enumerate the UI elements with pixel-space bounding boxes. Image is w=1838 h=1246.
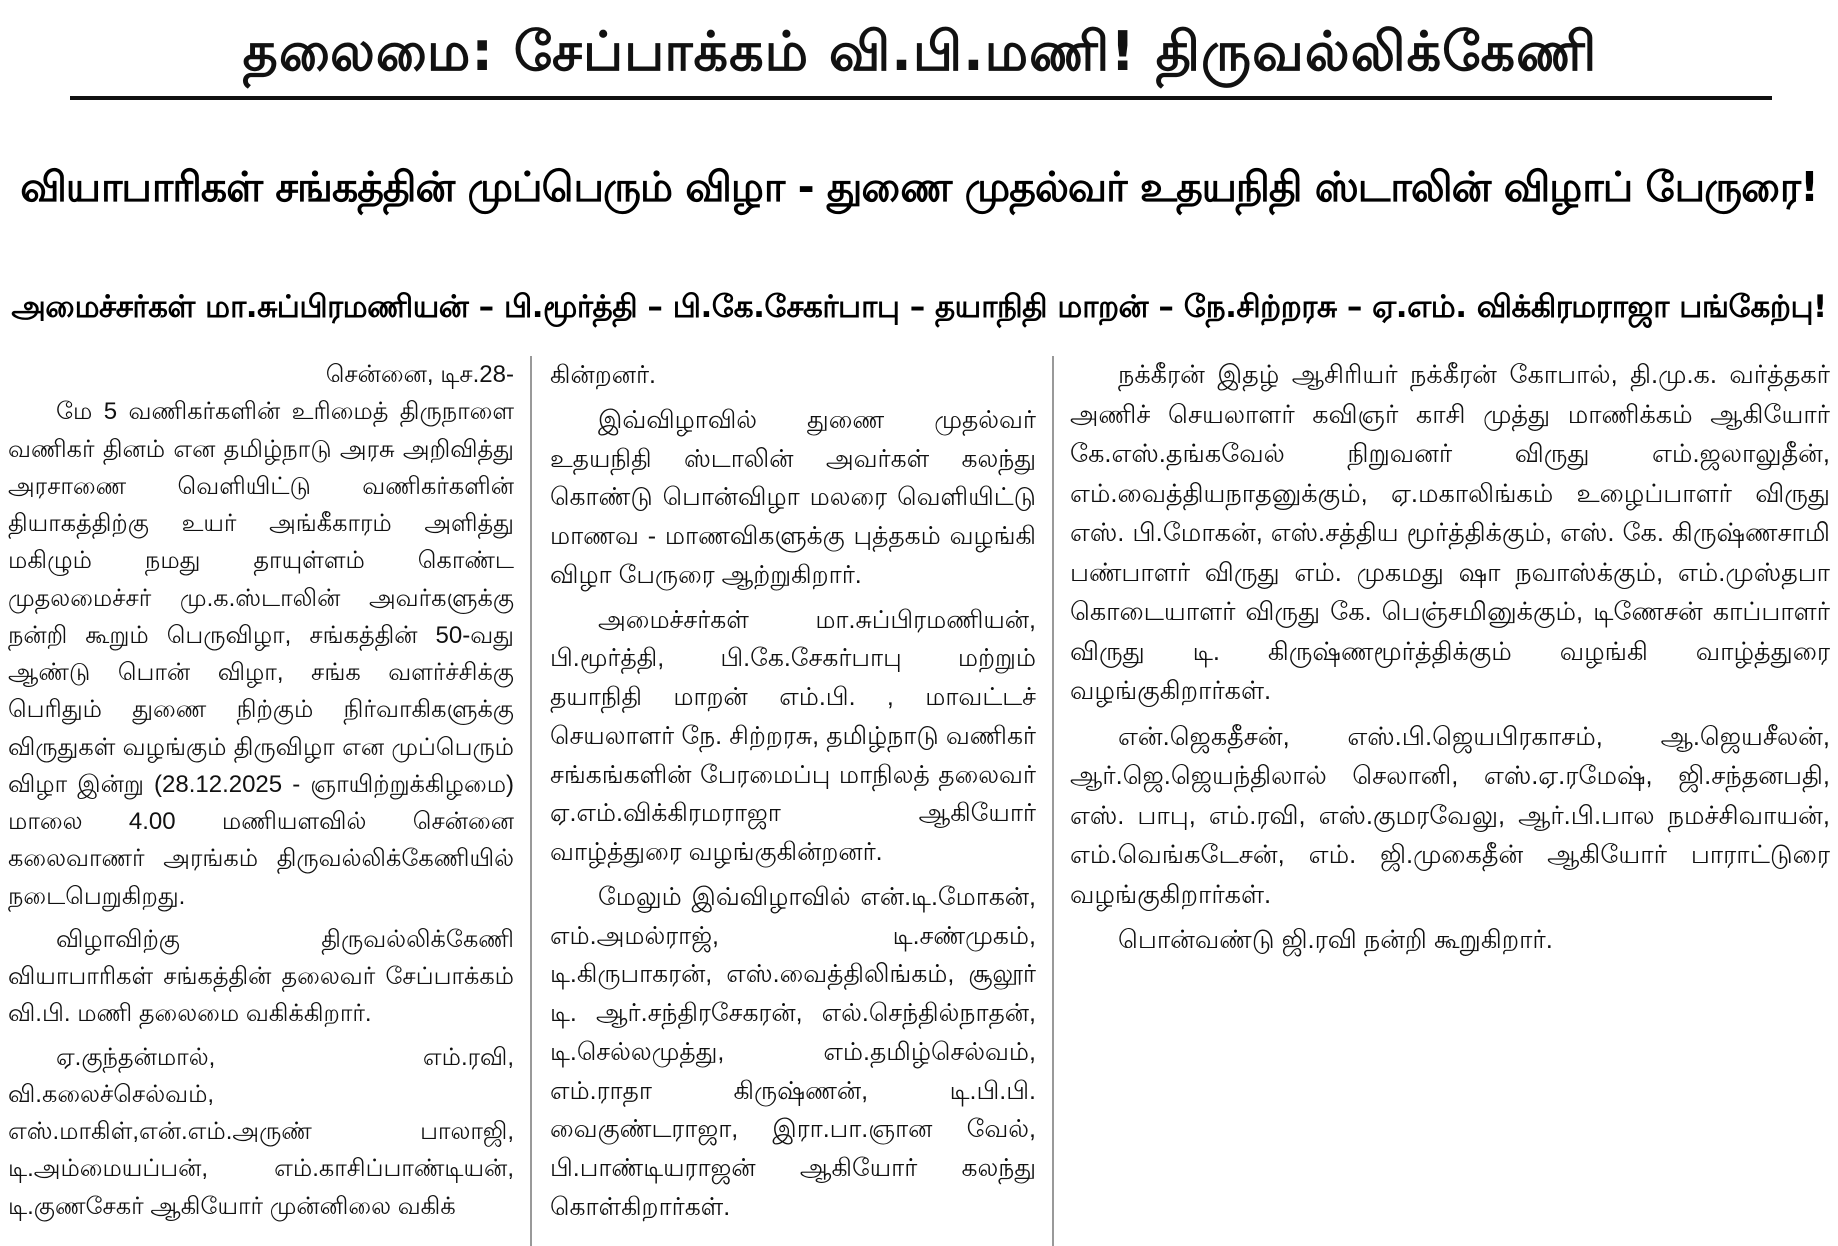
column-divider-1 <box>530 356 532 1246</box>
article-column-1 <box>8 356 514 1231</box>
paragraph: ஏ.குந்தன்மால், எம்.ரவி, வி.கலைச்செல்வம், எஸ்.மாகிள்,என்.எம்.அருண் பாலாஜி, டி.அம்மையப்பன், எம்.காசிப்பாண்டியன், டி.குணசேகர் ஆகியோர் முன்னிலை வகிக் <box>8 1043 514 1220</box>
paragraph: விழாவிற்கு திருவல்லிக்கேணி வியாபாரிகள் சங்கத்தின் தலைவர் சேப்பாக்கம் வி.பி. மணி தலைமை வகிக்கிறார். <box>8 925 514 1028</box>
paragraph: நக்கீரன் இதழ் ஆசிரியர் நக்கீரன் கோபால், தி.மு.க. வர்த்தகர் அணிச் செயலாளர் கவிஞர் காசி முத்து மாணிக்கம் ஆகியோர் கே.எஸ்.தங்கவேல் நிறுவனர் விருது எம்.ஜலாலுதீன், எம்.வைத்தியநாதனுக்கும், ஏ.மகாலிங்கம் உழைப்பாளர் விருது எஸ். பி.மோகன், எஸ்.சத்திய மூர்த்திக்கும், எஸ். கே. கிருஷ்ணசாமி பண்பாளர் விருது எம். முகமது ஷா நவாஸ்க்கும், எம்.முஸ்தபா கொடையாளர் விருது கே. பெஞ்சமினுக்கும், டிணேசன் காப்பாளர் விருது டி. கிருஷ்ணமூர்த்திக்கும் வழங்கி வாழ்த்துரை வழங்குகிறார்கள். <box>1070 361 1830 705</box>
paragraph: மே 5 வணிகர்களின் உரிமைத் திருநாளை வணிகர் தினம் என தமிழ்நாடு அரசு அறிவித்து அரசாணை வெளியிட்டு வணிகர்களின் தியாகத்திற்கு உயர் அங்கீகாரம் அளித்து மகிழும் நமது தாயுள்ளம் கொண்ட முதலமைச்சர் மு.க.ஸ்டாலின் அவர்களுக்கு நன்றி கூறும் பெருவிழா, சங்கத்தின் 50-வது ஆண்டு பொன் விழா, சங்க வளர்ச்சிக்கு பெரிதும் துணை நிற்கும் நிர்வாகிகளுக்கு விருதுகள் வழங்கும் திருவிழா என முப்பெரும் விழா இன்று (28.12.2025 - ஞாயிற்றுக்கிழமை) மாலை 4.00 மணியளவில் சென்னை கலைவாணர் அரங்கம் திருவல்லிக்கேணியில் நடைபெறுகிறது. <box>8 398 514 910</box>
kicker-underline <box>70 96 1772 100</box>
paragraph: என்.ஜெகதீசன், எஸ்.பி.ஜெயபிரகாசம், ஆ.ஜெயசீலன், ஆர்.ஜெ.ஜெயந்திலால் செலானி, எஸ்.ஏ.ரமேஷ், ஜி.சந்தனபதி, எஸ். பாபு, எம்.ரவி, எஸ்.குமரவேலு, ஆர்.பி.பால நமச்சிவாயன், எம்.வெங்கடேசன், எம். ஜி.முகைதீன் ஆகியோர் பாராட்டுரை வழங்குகிறார்கள். <box>1070 722 1830 909</box>
paragraph: மேலும் இவ்விழாவில் என்.டி.மோகன், எம்.அமல்ராஜ், டி.சண்முகம், டி.கிருபாகரன், எஸ்.வைத்திலிங்கம், சூலூர் டி. ஆர்.சந்திரசேகரன், எல்.செந்தில்நாதன், டி.செல்லமுத்து, எம்.தமிழ்செல்வம், எம்.ராதா கிருஷ்ணன், டி.பி.பி. வைகுண்டராஜா, இரா.பா.ஞான வேல், பி.பாண்டியராஜன் ஆகியோர் கலந்து கொள்கிறார்கள். <box>550 882 1036 1221</box>
article-column-3 <box>1070 356 1830 967</box>
main-headline: வியாபாரிகள் சங்கத்தின் முப்பெரும் விழா - துணை முதல்வர் உதயநிதி ஸ்டாலின் விழாப் பேருரை! <box>20 163 1818 211</box>
paragraph: இவ்விழாவில் துணை முதல்வர் உதயநிதி ஸ்டாலின் அவர்கள் கலந்து கொண்டு பொன்விழா மலரை வெளியிட்டு மாணவ - மாணவிகளுக்கு புத்தகம் வழங்கி விழா பேருரை ஆற்றுகிறார். <box>550 405 1036 589</box>
kicker-headline: தலைமை: சேப்பாக்கம் வி.பி.மணி! திருவல்லிக்கேணி <box>242 20 1598 83</box>
column-divider-2 <box>1052 356 1054 1246</box>
paragraph: அமைச்சர்கள் மா.சுப்பிரமணியன், பி.மூர்த்தி, பி.கே.சேகர்பாபு மற்றும் தயாநிதி மாறன் எம்.பி. , மாவட்டச் செயலாளர் நே. சிற்றரசு, தமிழ்நாடு வணிகர் சங்கங்களின் பேரமைப்பு மாநிலத் தலைவர் ஏ.எம்.விக்கிரமராஜா ஆகியோர் வாழ்த்துரை வழங்குகின்றனர். <box>550 605 1036 866</box>
dateline: சென்னை, டிச.28- <box>325 361 514 388</box>
continuation-text: கின்றனர். <box>550 361 656 389</box>
sub-headline: அமைச்சர்கள் மா.சுப்பிரமணியன் – பி.மூர்த்தி – பி.கே.சேகர்பாபு – தயாநிதி மாறன் – நே.சிற்றரசு – ஏ.எம். விக்கிரமராஜா பங்கேற்பு! <box>11 289 1827 325</box>
paragraph: பொன்வண்டு ஜி.ரவி நன்றி கூறுகிறார். <box>1118 926 1553 954</box>
article-column-2 <box>550 356 1036 1233</box>
